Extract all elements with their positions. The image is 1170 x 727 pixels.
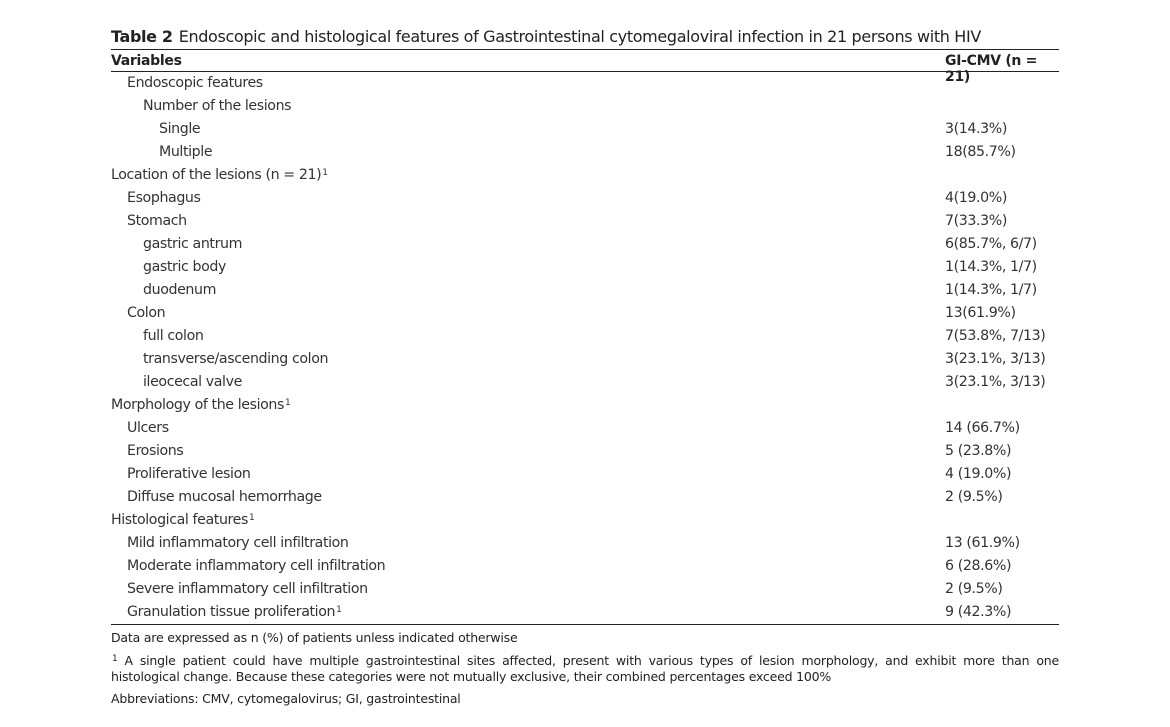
row-label xyxy=(127,213,187,230)
row-label-text: Histological features xyxy=(111,512,248,528)
table-row xyxy=(111,279,1059,302)
row-label-text: Stomach xyxy=(127,213,187,229)
row-label-text: Mild inflammatory cell infiltration xyxy=(127,535,349,551)
table-body xyxy=(111,72,1059,624)
footnote-abbreviations: Abbreviations: CMV, cytomegalovirus; GI, gastrointestinal xyxy=(111,691,461,706)
row-label xyxy=(111,167,328,184)
row-label-text: Proliferative lesion xyxy=(127,466,251,482)
row-label xyxy=(127,466,250,483)
row-label-text: Ulcers xyxy=(127,420,169,436)
table-row xyxy=(111,601,1059,624)
row-label xyxy=(127,420,169,437)
row-label xyxy=(143,282,216,299)
row-value: 14 (66.7%) xyxy=(945,420,1020,436)
row-label-text: Erosions xyxy=(127,443,184,459)
table-row xyxy=(111,578,1059,601)
row-value: 6 (28.6%) xyxy=(945,558,1012,574)
footnote-reference: 1 xyxy=(285,398,291,408)
table-row xyxy=(111,509,1059,532)
row-label-text: Morphology of the lesions xyxy=(111,397,285,413)
table-row xyxy=(111,187,1059,210)
table-row xyxy=(111,72,1059,95)
row-label-text: Colon xyxy=(127,305,166,321)
row-label xyxy=(111,397,290,414)
row-value: 4 (19.0%) xyxy=(945,466,1012,482)
row-value: 3(23.1%, 3/13) xyxy=(945,351,1046,367)
table-row xyxy=(111,394,1059,417)
row-label xyxy=(143,98,291,115)
header-gi-cmv: GI-CMV (n = 21) xyxy=(945,53,1038,85)
table-row xyxy=(111,164,1059,187)
footnote-data-expression: Data are expressed as n (%) of patients unless indicated otherwise xyxy=(111,630,518,645)
row-value: 18(85.7%) xyxy=(945,144,1016,160)
row-label-text: Moderate inflammatory cell infiltration xyxy=(127,558,386,574)
row-value: 9 (42.3%) xyxy=(945,604,1012,620)
table-row xyxy=(111,532,1059,555)
table-title: Endoscopic and histological features of Gastrointestinal cytomegaloviral infection in 21 persons with HIV xyxy=(178,27,981,46)
row-label xyxy=(111,512,254,529)
table-row xyxy=(111,210,1059,233)
row-label xyxy=(127,535,349,552)
footnote-reference: 1 xyxy=(322,168,328,178)
row-label-text: full colon xyxy=(143,328,204,344)
row-label xyxy=(127,75,263,92)
row-label-text: Granulation tissue proliferation xyxy=(127,604,336,620)
table-document xyxy=(111,26,1059,707)
row-label-text: transverse/ascending colon xyxy=(143,351,329,367)
row-label-text: Endoscopic features xyxy=(127,75,263,91)
row-label xyxy=(143,351,328,368)
row-label xyxy=(127,443,183,460)
row-value: 1(14.3%, 1/7) xyxy=(945,282,1037,298)
table-row xyxy=(111,486,1059,509)
row-value: 13 (61.9%) xyxy=(945,535,1020,551)
table-row xyxy=(111,463,1059,486)
table-row xyxy=(111,348,1059,371)
row-label-text: gastric body xyxy=(143,259,227,275)
row-label-text: duodenum xyxy=(143,282,217,298)
row-label xyxy=(143,259,226,276)
table-row xyxy=(111,555,1059,578)
table-row xyxy=(111,95,1059,118)
row-label xyxy=(127,604,341,621)
row-label-text: gastric antrum xyxy=(143,236,243,252)
row-label xyxy=(127,305,165,322)
row-label-text: ileocecal valve xyxy=(143,374,242,390)
table-row xyxy=(111,440,1059,463)
table-row xyxy=(111,256,1059,279)
row-value: 3(23.1%, 3/13) xyxy=(945,374,1046,390)
row-value: 3(14.3%) xyxy=(945,121,1007,137)
row-label xyxy=(143,236,242,253)
row-value: 4(19.0%) xyxy=(945,190,1007,206)
header-variables: Variables xyxy=(111,53,182,69)
table-row xyxy=(111,417,1059,440)
row-value: 2 (9.5%) xyxy=(945,581,1003,597)
row-value: 7(33.3%) xyxy=(945,213,1007,229)
row-label xyxy=(127,489,322,506)
footnote-reference: 1 xyxy=(336,605,342,615)
row-label-text: Single xyxy=(159,121,201,137)
footnote-multiple-sites xyxy=(111,653,1059,685)
row-label xyxy=(127,190,201,207)
row-value: 2 (9.5%) xyxy=(945,489,1003,505)
table-number: Table 2 xyxy=(111,27,173,46)
footnote-reference: 1 xyxy=(248,513,255,523)
row-label-text: Number of the lesions xyxy=(143,98,292,114)
row-value: 1(14.3%, 1/7) xyxy=(945,259,1037,275)
row-label-text: Severe inflammatory cell infiltration xyxy=(127,581,368,597)
row-value: 6(85.7%, 6/7) xyxy=(945,236,1037,252)
row-value: 5 (23.8%) xyxy=(945,443,1012,459)
table-caption xyxy=(111,26,1059,48)
row-value: 7(53.8%, 7/13) xyxy=(945,328,1046,344)
table-row xyxy=(111,371,1059,394)
row-label xyxy=(143,328,203,345)
row-label xyxy=(127,581,368,598)
table-row xyxy=(111,302,1059,325)
row-label xyxy=(127,558,385,575)
row-label-text: Esophagus xyxy=(127,190,201,206)
row-label xyxy=(159,121,200,138)
row-label-text: Location of the lesions (n = 21) xyxy=(111,167,322,183)
table-row xyxy=(111,325,1059,348)
row-label-text: Multiple xyxy=(159,144,213,160)
table-row xyxy=(111,118,1059,141)
table-row xyxy=(111,233,1059,256)
footnote-marker: 1 xyxy=(112,654,118,664)
table-row xyxy=(111,141,1059,164)
row-label xyxy=(159,144,212,161)
footnote-multiple-sites-text: A single patient could have multiple gastrointestinal sites affected, present with various types of lesion morphology, and exhibit more than one histological change. Because these categories were not mutually exclusive, their combined percentages exceed 100% xyxy=(111,653,1059,684)
bottom-rule xyxy=(111,624,1059,625)
row-label-text: Diffuse mucosal hemorrhage xyxy=(127,489,322,505)
row-value: 13(61.9%) xyxy=(945,305,1016,321)
row-label xyxy=(143,374,242,391)
